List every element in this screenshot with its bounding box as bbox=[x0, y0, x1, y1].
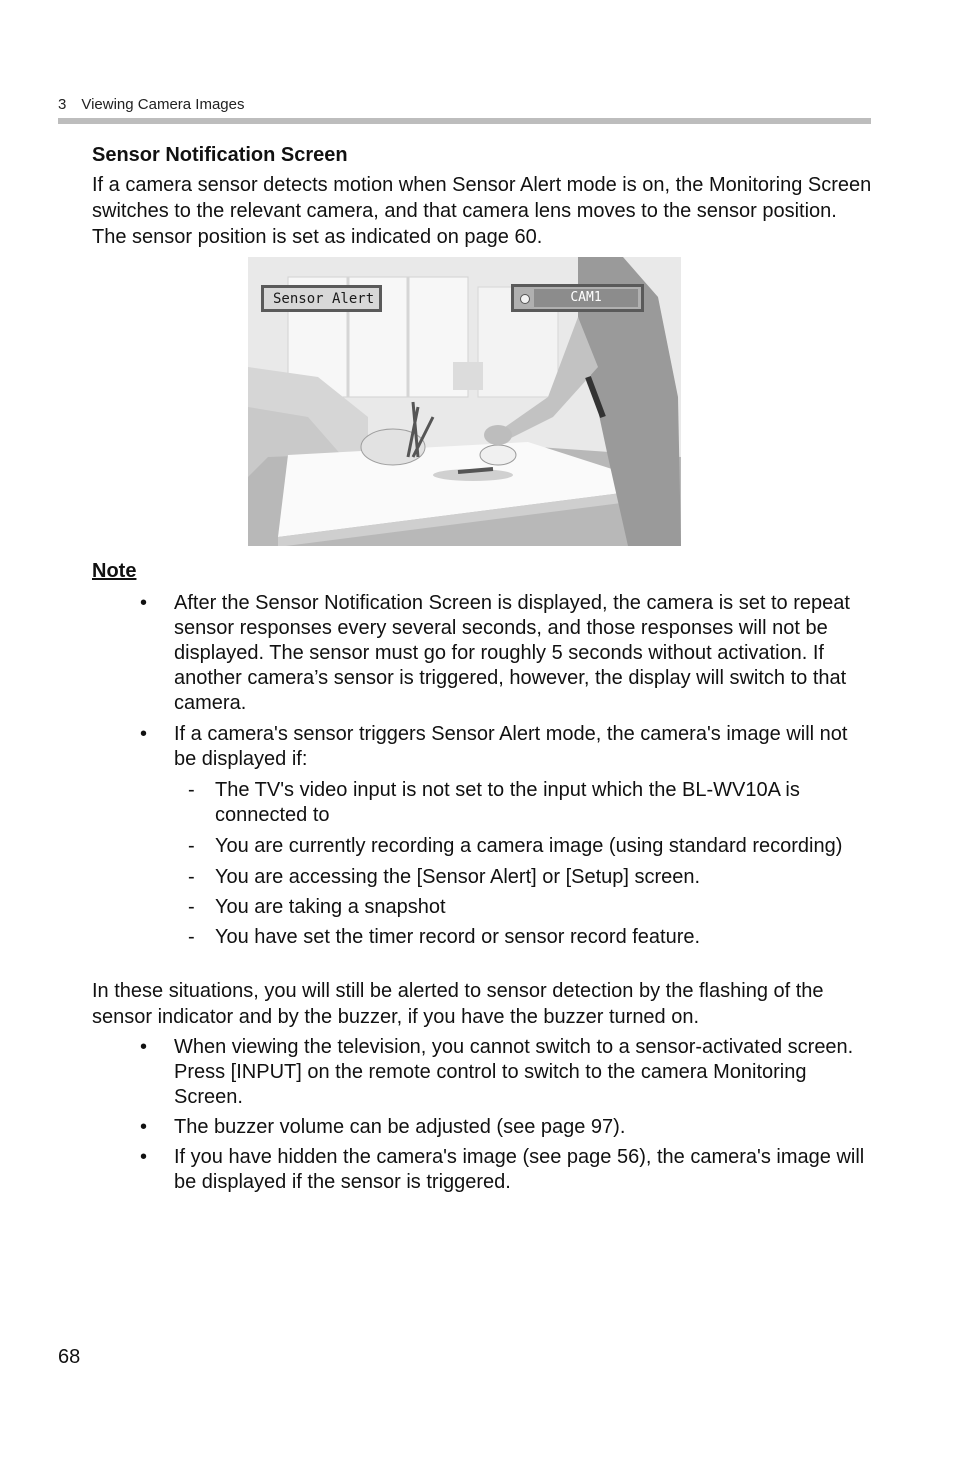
list-item bbox=[0, 1115, 954, 1140]
list-item bbox=[0, 1145, 954, 1195]
camera-status-dot-icon bbox=[520, 294, 530, 304]
bullet-icon: • bbox=[140, 1146, 148, 1168]
sub-list-item bbox=[0, 895, 954, 920]
sub-list-item bbox=[0, 865, 954, 890]
bullet-icon: • bbox=[140, 723, 148, 745]
bullet-icon: • bbox=[140, 592, 148, 614]
sensor-alert-overlay: Sensor Alert bbox=[261, 285, 382, 312]
camera-label: CAM1 bbox=[534, 289, 638, 307]
note-list-1 bbox=[0, 591, 954, 950]
list-item-text: If you have hidden the camera's image (see page 56), the camera's image will be displayed if the sensor is triggered. bbox=[174, 1146, 865, 1193]
bullet-icon: • bbox=[140, 1116, 148, 1138]
page-number: 68 bbox=[58, 1346, 81, 1368]
dash-icon: - bbox=[188, 866, 195, 888]
section-title: Sensor Notification Screen bbox=[92, 144, 348, 166]
chapter-title: Viewing Camera Images bbox=[81, 96, 245, 113]
sub-list-item-text: You are taking a snapshot bbox=[215, 896, 446, 918]
dash-icon: - bbox=[188, 926, 195, 948]
chapter-number: 3 bbox=[58, 96, 67, 113]
list-item-text: After the Sensor Notification Screen is displayed, the camera is set to repeat sensor responses every several seconds, and those responses will not be displayed. The sensor must go for roughly 5 seconds without activation. If another camera’s sensor is triggered, however, the display will switch to that camera. bbox=[174, 592, 850, 714]
list-item-text: When viewing the television, you cannot switch to a sensor-activated screen. Press [INPUT] on the remote control to switch to the camera Monitoring Screen. bbox=[174, 1036, 854, 1108]
sub-list-item bbox=[0, 834, 954, 859]
sub-list-item bbox=[0, 925, 954, 950]
camera-indicator-overlay bbox=[511, 284, 644, 312]
dash-icon: - bbox=[188, 896, 195, 918]
sub-list-item-text: You are currently recording a camera image (using standard recording) bbox=[215, 835, 843, 857]
sub-list-item-text: You have set the timer record or sensor record feature. bbox=[215, 926, 701, 948]
bullet-icon: • bbox=[140, 1036, 148, 1058]
sub-list-item-text: The TV's video input is not set to the input which the BL-WV10A is connected to bbox=[215, 779, 800, 826]
note-heading: Note bbox=[92, 560, 137, 582]
list-item bbox=[0, 1035, 954, 1110]
list-item bbox=[0, 591, 954, 716]
list-item-text: The buzzer volume can be adjusted (see page 97). bbox=[174, 1116, 626, 1138]
list-item bbox=[0, 722, 954, 772]
list-item-text: If a camera's sensor triggers Sensor Alert mode, the camera's image will not be displayed if: bbox=[174, 723, 848, 770]
camera-screenshot-figure bbox=[248, 257, 681, 546]
note-list-2 bbox=[0, 1035, 954, 1195]
intro-paragraph: If a camera sensor detects motion when Sensor Alert mode is on, the Monitoring Screen switches to the relevant camera, and that camera lens moves to the sensor position. The sensor position is set as indicated on page 60. bbox=[92, 174, 872, 248]
sub-list-item bbox=[0, 778, 954, 828]
header-rule bbox=[58, 118, 871, 124]
sub-list-item-text: You are accessing the [Sensor Alert] or [Setup] screen. bbox=[215, 866, 701, 888]
situations-paragraph: In these situations, you will still be alerted to sensor detection by the flashing of the sensor indicator and by the buzzer, if you have the buzzer turned on. bbox=[92, 980, 824, 1028]
running-header bbox=[58, 96, 244, 113]
dash-icon: - bbox=[188, 779, 195, 801]
dash-icon: - bbox=[188, 835, 195, 857]
